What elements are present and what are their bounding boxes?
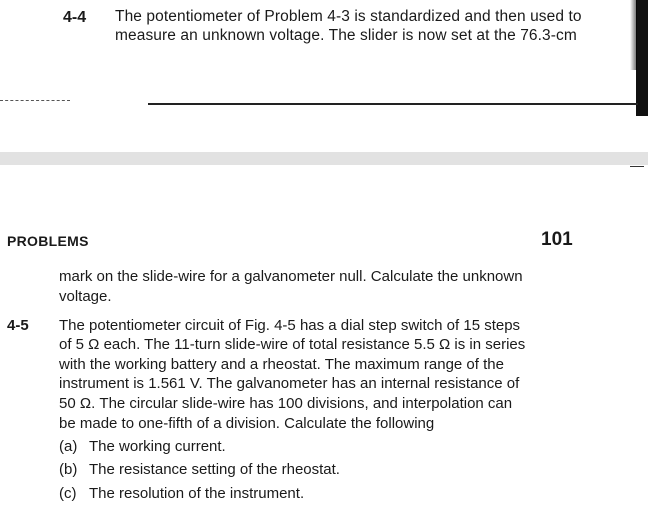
part-label: (c): [59, 485, 77, 502]
problem-4-5-line: with the working battery and a rheostat. The maximum range of the: [59, 356, 504, 373]
part-label: (a): [59, 438, 78, 455]
problem-number-4-4: 4-4: [63, 9, 87, 26]
part-text: The resolution of the instrument.: [89, 485, 305, 502]
continuation-line: voltage.: [59, 288, 112, 305]
part-c: [59, 485, 304, 503]
problem-4-5-line: be made to one-fifth of a division. Calculate the following: [59, 415, 435, 432]
part-a: [59, 438, 226, 456]
page-separator-band: [0, 152, 648, 165]
page-number: 101: [541, 229, 573, 250]
running-head: PROBLEMS: [7, 233, 89, 249]
problem-4-4-line: measure an unknown voltage. The slider is now set at the 76.3-cm: [115, 27, 577, 44]
part-label: (b): [59, 461, 78, 478]
continuation-line: mark on the slide-wire for a galvanometer null. Calculate the unknown: [59, 268, 523, 285]
problem-4-4-line: The potentiometer of Problem 4-3 is standardized and then used to: [115, 8, 582, 25]
part-b: [59, 461, 340, 479]
problem-4-5-line: 50 Ω. The circular slide-wire has 100 divisions, and interpolation can: [59, 395, 513, 412]
part-text: The working current.: [89, 438, 226, 455]
problem-number-4-5: 4-5: [7, 317, 29, 334]
problem-4-5-line: instrument is 1.561 V. The galvanometer has an internal resistance of: [59, 375, 520, 392]
edge-tick: [630, 166, 644, 167]
part-text: The resistance setting of the rheostat.: [89, 461, 340, 478]
page-edge-shadow: [636, 0, 648, 116]
horizontal-rule: [148, 103, 638, 105]
problem-4-5-line: The potentiometer circuit of Fig. 4-5 has a dial step switch of 15 steps: [59, 317, 521, 334]
dashed-rule: [0, 100, 70, 101]
problem-4-5-line: of 5 Ω each. The 11-turn slide-wire of total resistance 5.5 Ω is in series: [59, 336, 526, 353]
